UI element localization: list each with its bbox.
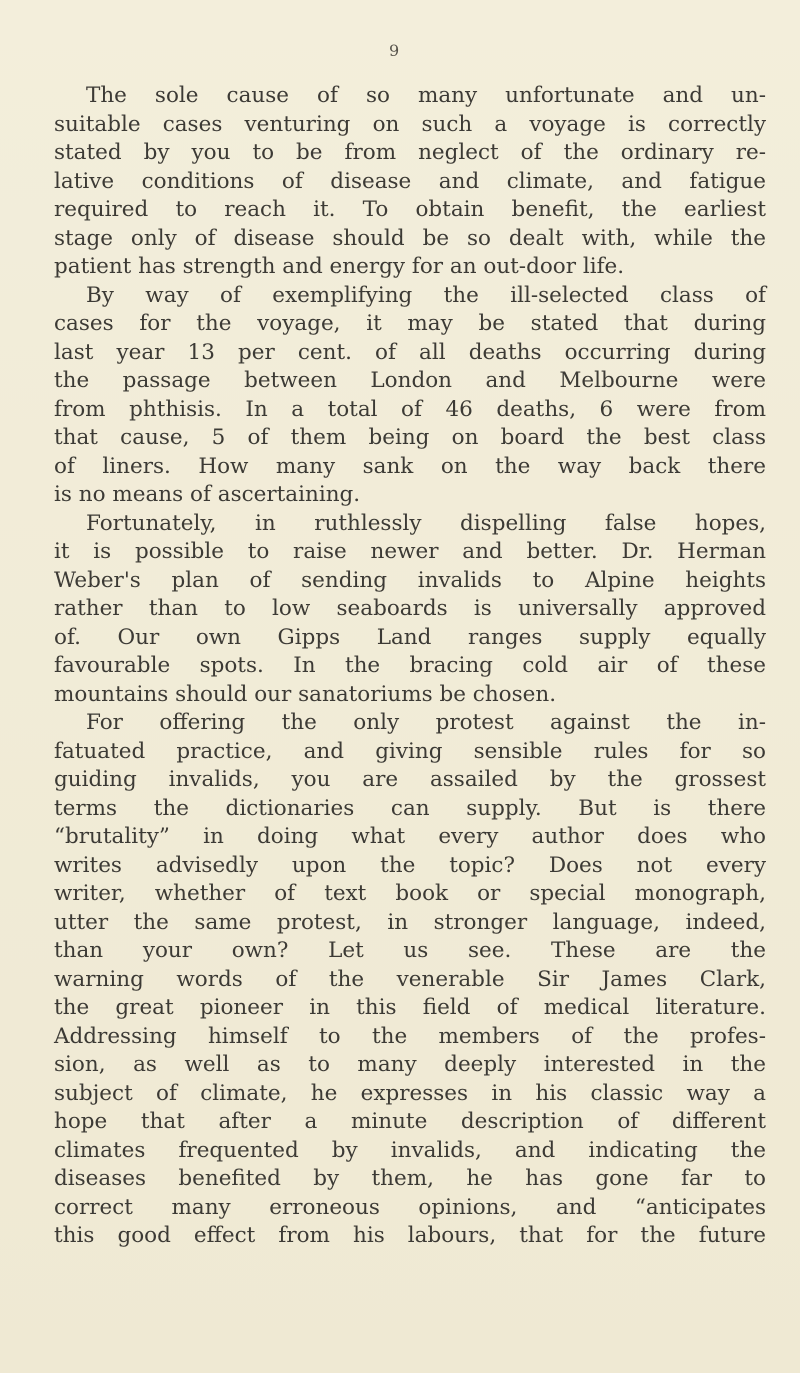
body-text [54,82,766,1251]
text-line: that cause, 5 of them being on board the best class [54,425,766,450]
text-line: Fortunately, in ruthlessly dispelling false hopes, [86,510,766,536]
text-line: than your own? Let us see. These are the [54,938,766,963]
text-line: the passage between London and Melbourne were [54,368,766,393]
text-line: diseases benefited by them, he has gone far to [54,1166,766,1191]
text-line: climates frequented by invalids, and indicating the [54,1137,766,1163]
text-line: sion, as well as to many deeply interested in the [54,1052,766,1077]
text-line: cases for the voyage, it may be stated that during [54,311,766,336]
text-line: favourable spots. In the bracing cold air of these [54,653,766,678]
text-line: fatuated practice, and giving sensible rules for so [54,738,766,764]
text-line: required to reach it. To obtain benefit, the earliest [54,197,766,222]
text-line: patient has strength and energy for an out-door life. [54,254,625,279]
text-line: guiding invalids, you are assailed by the grossest [54,767,766,792]
text-line: stage only of disease should be so dealt with, while the [54,225,766,251]
text-line: this good effect from his labours, that for the future [54,1223,766,1248]
text-line: of. Our own Gipps Land ranges supply equally [54,624,766,650]
text-line: suitable cases venturing on such a voyage is correctly [54,111,766,137]
text-line: stated by you to be from neglect of the ordinary re- [54,140,766,165]
text-line: from phthisis. In a total of 46 deaths, 6 were from [54,396,766,422]
text-line: last year 13 per cent. of all deaths occurring during [54,339,766,365]
page-number: 9 [389,41,400,60]
text-line: of liners. How many sank on the way back there [54,453,766,479]
text-line: “brutality” in doing what every author does who [54,824,766,849]
text-line: warning words of the venerable Sir James Clark, [54,966,766,992]
text-line: correct many erroneous opinions, and “anticipates [54,1194,766,1220]
text-line: hope that after a minute description of different [54,1109,766,1134]
text-line: mountains should our sanatoriums be chosen. [54,681,557,707]
text-line: is no means of ascertaining. [54,482,361,507]
text-line: lative conditions of disease and climate, and fatigue [54,168,766,194]
text-line: writes advisedly upon the topic? Does not every [54,852,766,878]
text-line: rather than to low seaboards is universally approved [54,596,766,621]
text-line: writer, whether of text book or special monograph, [54,881,766,906]
text-line: By way of exemplifying the ill-selected class of [86,282,766,308]
text-line: subject of climate, he expresses in his classic way a [54,1080,766,1106]
text-line: Weber's plan of sending invalids to Alpine heights [54,567,766,593]
text-line: For offering the only protest against the in- [86,710,766,735]
text-line: Addressing himself to the members of the profes- [54,1023,766,1049]
text-line: utter the same protest, in stronger language, indeed, [54,909,766,935]
text-line: the great pioneer in this field of medical literature. [54,995,766,1020]
text-line: it is possible to raise newer and better. Dr. Herman [54,539,766,564]
text-line: terms the dictionaries can supply. But is there [54,795,766,821]
text-line: The sole cause of so many unfortunate and un- [86,83,766,108]
